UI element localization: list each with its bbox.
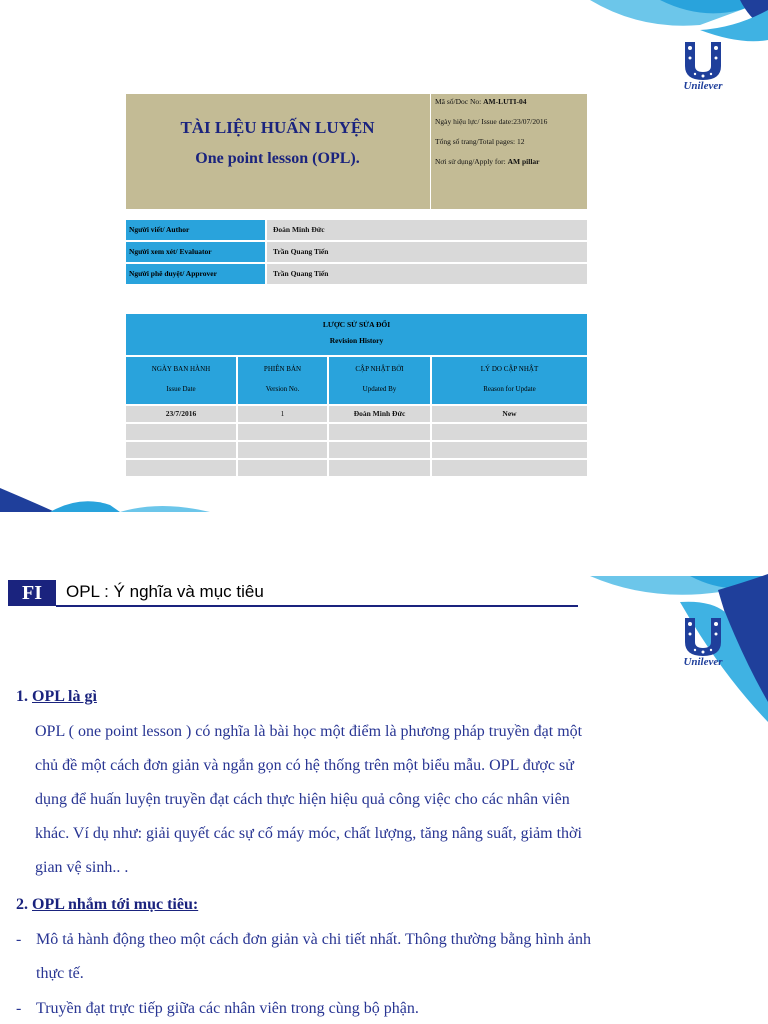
name-cell: Trần Quang Tiến — [267, 242, 587, 262]
evaluator-row — [126, 242, 587, 262]
unilever-logo — [668, 40, 738, 92]
table-row — [126, 424, 587, 440]
meta-label: Ngày hiệu lực/ Issue date:23/07/2016 — [435, 117, 548, 126]
logo-wordmark: Unilever — [683, 656, 723, 668]
section-heading-2 — [16, 896, 198, 914]
table-row — [126, 406, 587, 422]
document-header — [126, 94, 587, 209]
paragraph-line: OPL ( one point lesson ) có nghĩa là bài học một điểm là phương pháp truyền đạt một — [35, 723, 583, 740]
paragraph-line: khác. Ví dụ như: giải quyết các sự cố máy móc, chất lượng, tăng nâng suất, giảm thời — [35, 825, 582, 842]
paragraph-line: dụng để huấn luyện truyền đạt cách thực hiện hiệu quả công việc cho các nhân viên — [35, 791, 570, 808]
meta-label: Mã số/Doc No: — [435, 97, 484, 106]
column-header-reason — [432, 357, 587, 404]
table-cell: New — [432, 406, 587, 422]
column-header-vi: PHIÊN BẢN — [263, 365, 302, 373]
heading-text: OPL nhắm tới mục tiêu: — [32, 896, 199, 913]
unilever-u-icon — [681, 616, 725, 658]
slide-title: OPL : Ý nghĩa và mục tiêu — [66, 582, 264, 601]
revision-history-table — [126, 314, 587, 476]
table-cell: 23/7/2016 — [126, 406, 236, 422]
column-header-vi: CẬP NHẬT BỞI — [355, 365, 404, 373]
name-cell: Trần Quang Tiến — [267, 264, 587, 284]
column-header-version — [238, 357, 327, 404]
bullet-text — [36, 923, 716, 991]
heading-number: 2. — [16, 896, 32, 913]
author-table — [126, 220, 587, 286]
header-meta-block — [430, 94, 587, 209]
section-heading-1 — [16, 688, 97, 706]
section-tag: FI — [8, 580, 56, 606]
table-cell — [126, 460, 236, 476]
table-cell — [432, 460, 587, 476]
column-header-en: Reason for Update — [483, 385, 536, 393]
table-row — [126, 442, 587, 458]
column-header-updated-by — [329, 357, 430, 404]
bullet-line: thực tế. — [36, 965, 84, 982]
revision-table-title — [126, 314, 587, 355]
unilever-logo — [668, 616, 738, 668]
paragraph-line: chủ đề một cách đơn giản và ngắn gọn có hệ thống trên một biểu mẫu. OPL được sử — [35, 757, 574, 774]
logo-wordmark: Unilever — [683, 80, 723, 92]
revision-column-headers — [126, 357, 587, 404]
bullet-dash: - — [16, 931, 22, 948]
table-cell — [432, 442, 587, 458]
heading-number: 1. — [16, 688, 32, 705]
table-cell — [329, 460, 430, 476]
table-row — [126, 460, 587, 476]
column-header-issue-date — [126, 357, 236, 404]
bullet-dash: - — [16, 1000, 22, 1017]
header-title-block — [126, 94, 429, 209]
table-cell — [238, 424, 327, 440]
bullet-line: Truyền đạt trực tiếp giữa các nhân viên trong cùng bộ phận. — [36, 1000, 419, 1017]
unilever-u-icon — [681, 40, 725, 82]
author-row — [126, 220, 587, 240]
opl-definition-paragraph — [35, 715, 715, 885]
meta-total-pages — [435, 137, 587, 157]
slide-opl-meaning — [0, 512, 768, 1024]
table-cell — [238, 460, 327, 476]
heading-text: OPL là gì — [32, 688, 97, 705]
document-subtitle: One point lesson (OPL). — [195, 150, 360, 167]
table-cell — [126, 424, 236, 440]
name-cell: Đoàn Minh Đức — [267, 220, 587, 240]
meta-doc-no — [435, 97, 587, 117]
meta-value: AM pillar — [507, 157, 540, 166]
column-header-en: Version No. — [265, 385, 300, 393]
column-header-en: Updated By — [362, 385, 397, 393]
revision-title-en: Revision History — [329, 336, 384, 345]
role-cell: Người phê duyệt/ Approver — [126, 264, 265, 284]
meta-apply-for — [435, 157, 587, 177]
table-cell: Đoàn Minh Đức — [329, 406, 430, 422]
table-cell — [329, 442, 430, 458]
role-cell: Người viết/ Author — [126, 220, 265, 240]
table-cell — [432, 424, 587, 440]
revision-title-vi: LƯỢC SỬ SỬA ĐỔI — [322, 320, 391, 329]
table-cell — [238, 442, 327, 458]
column-header-vi: NGÀY BAN HÀNH — [151, 365, 211, 373]
meta-value: AM-LUTI-04 — [483, 97, 527, 106]
meta-label: Tổng số trang/Total pages: 12 — [435, 137, 525, 146]
approver-row — [126, 264, 587, 284]
meta-label: Nơi sử dụng/Apply for: — [435, 157, 508, 166]
table-cell — [126, 442, 236, 458]
role-cell: Người xem xét/ Evaluator — [126, 242, 265, 262]
meta-issue-date — [435, 117, 587, 137]
bullet-line: Mô tả hành động theo một cách đơn giản và chi tiết nhất. Thông thường bằng hình ảnh — [36, 931, 591, 948]
title-underline — [56, 605, 578, 607]
column-header-vi: LÝ DO CẬP NHẬT — [480, 365, 539, 373]
table-cell: 1 — [238, 406, 327, 422]
document-title: TÀI LIỆU HUẤN LUYỆN — [180, 118, 375, 137]
paragraph-line: gian vệ sinh.. . — [35, 859, 129, 876]
column-header-en: Issue Date — [166, 385, 196, 393]
table-cell — [329, 424, 430, 440]
bullet-text — [36, 992, 716, 1024]
